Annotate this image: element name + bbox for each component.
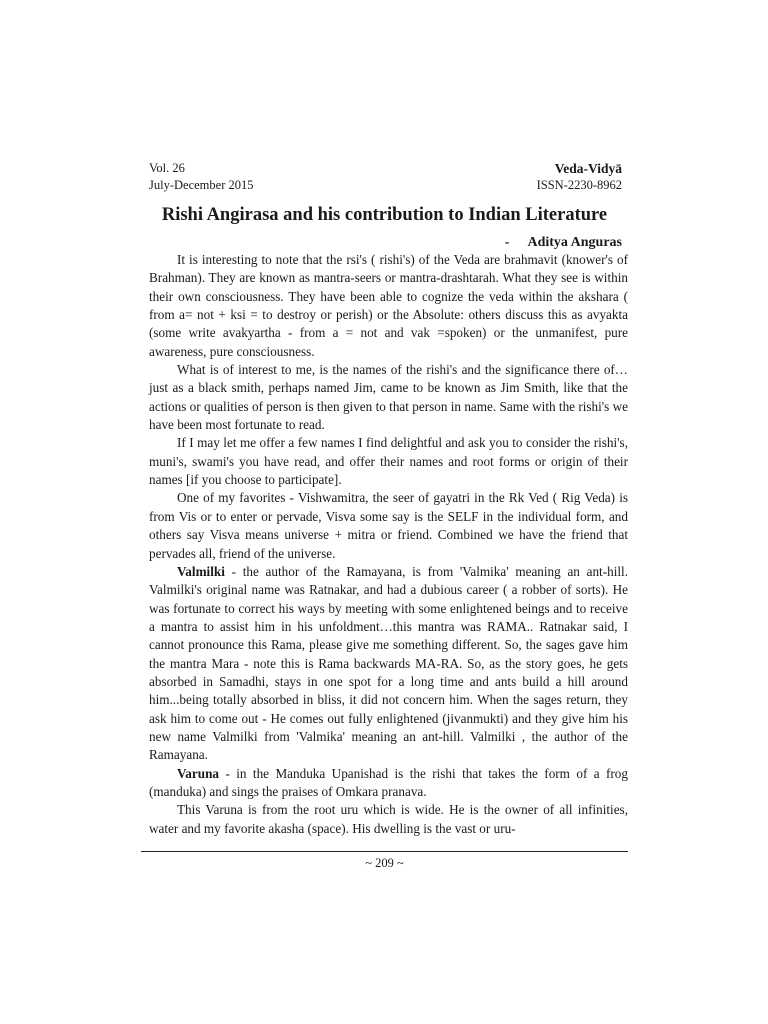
paragraph: If I may let me offer a few names I find delightful and ask you to consider the rishi's, muni's, swami's you have read, and offer their names and root forms or origin of their names [if you choose to participate]. (149, 435, 628, 488)
varuna-text: - in the Manduka Upanishad is the rishi that takes the form of a frog (manduka) and sings the praises of Omkara pranava. (149, 765, 628, 799)
paragraph: It is interesting to note that the rsi's ( rishi's) of the Veda are brahmavit (knower's of Brahman). They are known as mantra-seers or mantra-drashtarah. What they see is within their own consciousness. They have been able to cognize the veda within the akshara ( from a= not + ksi = to destroy or perish) or the Absolute: others discuss this as avyakta (some write avakyartha - from a = not and vak =spoken) or the unmanifest, pure awareness, pure consciousness. (149, 252, 628, 359)
page-number: ~ 209 ~ (365, 856, 404, 870)
header-left (149, 160, 253, 194)
article-body (149, 251, 628, 838)
paragraph: What is of interest to me, is the names of the rishi's and the significance there of… just as a black smith, perhaps named Jim, came to be known as Jim Smith, like that the actions or qualities of person is then given to that person in name. Same with the rishi's we have been most fortunate to read. (149, 362, 628, 433)
author-name: Aditya Anguras (527, 235, 622, 250)
paragraph-valmilki (149, 563, 628, 765)
footer-rule (141, 851, 628, 852)
volume-label: Vol. 26 (149, 161, 185, 175)
paragraph-varuna (149, 765, 628, 802)
paragraph: This Varuna is from the root uru which is wide. He is the owner of all infinities, water and my favorite akasha (space). His dwelling is the vast or uru- (149, 802, 628, 836)
header-right (537, 160, 622, 194)
issn-label: ISSN-2230-8962 (536, 178, 622, 192)
journal-page (141, 0, 628, 1024)
author-line (505, 234, 622, 252)
term-varuna: Varuna (177, 765, 220, 781)
valmilki-text: - the author of the Ramayana, is from 'Valmika' meaning an ant-hill. Valmilki's original name was Ratnakar, and had a dubious career ( a robber of sorts). He was fortunate to correct his ways by meeting with some enlightened beings and to receive a mantra to assist him in his unfoldment…this mantra was RAMA.. Ratnakar said, I cannot pronounce this Rama, please give me something different. So, the sages gave him the mantra Mara - note this is Rama backwards MA-RA. So, as the story goes, he gets absorbed in Samadhi, stays in one spot for a long time and ants build a hill around him...being totally absorbed in bliss, it did not concern him. When the sages return, they ask him to come out - He comes out fully enlightened (jivanmukti) and they give him his new name Valmilki from 'Valmika' meaning an ant-hill. Valmilki , the author of the Ramayana. (149, 563, 628, 763)
author-dash: - (504, 235, 510, 250)
article-title: Rishi Angirasa and his contribution to Indian Literature (161, 205, 608, 225)
paragraph: One of my favorites - Vishwamitra, the seer of gayatri in the Rk Ved ( Rig Veda) is from Vis or to enter or pervade, Visva some say is the SELF in the individual form, and others say Visva means universe + mitra or friend. Combined we have the friend that pervades all, friend of the universe. (149, 490, 628, 561)
issue-date: July-December 2015 (149, 178, 254, 192)
journal-name: Veda-Vidyā (554, 161, 622, 176)
term-valmilki: Valmilki (177, 563, 225, 579)
